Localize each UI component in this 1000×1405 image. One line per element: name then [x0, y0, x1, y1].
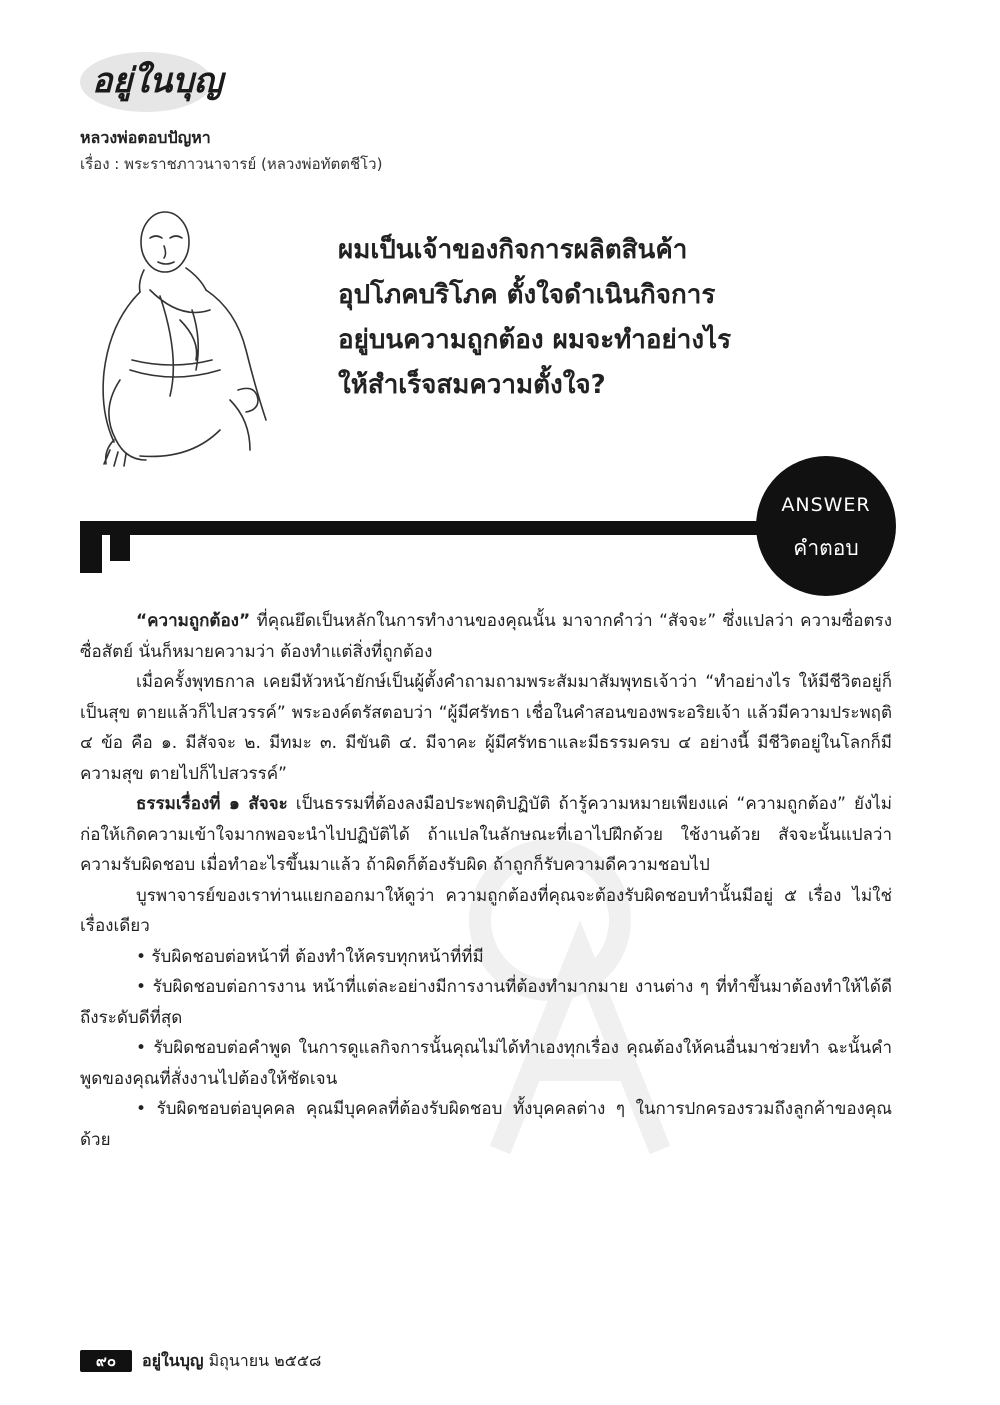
svg-text:อยู่ในบุญ: อยู่ในบุญ — [92, 61, 223, 101]
divider-bar — [80, 521, 840, 535]
footer-magazine-name: อยู่ในบุญ — [142, 1351, 204, 1370]
bullet-item: • รับผิดชอบต่อบุคคล คุณมีบุคคลที่ต้องรับผิดชอบ ทั้งบุคคลต่าง ๆ ในการปกครองรวมถึงลูกค้าของคุณด้วย — [80, 1099, 892, 1150]
answer-label-en: ANSWER — [781, 494, 871, 516]
paragraph: เมื่อครั้งพุทธกาล เคยมีหัวหน้ายักษ์เป็นผู้ตั้งคำถามถามพระสัมมาสัมพุทธเจ้าว่า “ทำอย่างไร ให้มีชีวิตอยู่ก็เป็นสุข ตายแล้วก็ไปสวรรค์” พระองค์ตรัสตอบว่า “ผู้มีศรัทธา เชื่อในคำสอนของพระอริยเจ้า แล้วมีความประพฤติ ๔ ข้อ คือ ๑. มีสัจจะ ๒. มีทมะ ๓. มีขันติ ๔. มีจาคะ ผู้มีศรัทธาและมีธรรมครบ ๔ อย่างนี้ มีชีวิตอยู่ในโลกก็มีความสุข ตายไปก็ไปสวรรค์” — [80, 672, 892, 784]
paragraph: ธรรมเรื่องที่ ๑ สัจจะ เป็นธรรมที่ต้องลงมือประพฤติปฏิบัติ ถ้ารู้ความหมายเพียงแค่ “ความถูกต้อง” ยังไม่ก่อให้เกิดความเข้าใจมากพอจะนำไปปฏิบัติได้ ถ้าแปลในลักษณะที่เอาไปฝึกด้วย ใช้งานด้วย สัจจะนั้นแปลว่า ความรับผิดชอบ เมื่อทำอะไรขึ้นมาแล้ว ถ้าผิดก็ต้องรับผิด ถ้าถูกก็รับความดีความชอบไป — [80, 794, 893, 875]
answer-body — [80, 606, 892, 1155]
emphasis: ธรรมเรื่องที่ ๑ สัจจะ — [136, 794, 288, 814]
question-line: ให้สำเร็จสมความตั้งใจ? — [338, 370, 606, 400]
bullet-item: • รับผิดชอบต่อหน้าที่ ต้องทำให้ครบทุกหน้าที่ที่มี — [136, 946, 484, 967]
question-line: อุปโภคบริโภค ตั้งใจดำเนินกิจการ — [338, 280, 716, 310]
column-kicker: หลวงพ่อตอบปัญหา — [80, 128, 211, 147]
question-line: อยู่บนความถูกต้อง ผมจะทำอย่างไร — [338, 325, 732, 355]
divider-tab — [80, 535, 102, 573]
byline: เรื่อง : พระราชภาวนาจารย์ (หลวงพ่อทัตตชีโว) — [80, 155, 383, 173]
paragraph: “ความถูกต้อง” ที่คุณยึดเป็นหลักในการทำงานของคุณนั้น มาจากคำว่า “สัจจะ” ซึ่งแปลว่า ความซื่อตรง ซื่อสัตย์ นั่นก็หมายความว่า ต้องทำแต่สิ่งที่ถูกต้อง — [80, 611, 892, 662]
page-number: ๙๐ — [80, 1350, 132, 1372]
emphasis: “ความถูกต้อง” — [136, 611, 251, 631]
footer-issue-date: มิถุนายน ๒๕๕๘ — [208, 1351, 322, 1370]
monk-illustration — [80, 200, 270, 480]
magazine-logo — [78, 42, 228, 114]
paragraph: บูรพาจารย์ของเราท่านแยกออกมาให้ดูว่า ความถูกต้องที่คุณจะต้องรับผิดชอบทำนั้นมีอยู่ ๕ เรื่อง ไม่ใช่เรื่องเดียว — [80, 885, 892, 936]
answer-label-th: คำตอบ — [793, 536, 859, 560]
divider-tab — [110, 535, 130, 561]
bullet-item: • รับผิดชอบต่อคำพูด ในการดูแลกิจการนั้นคุณไม่ได้ทำเองทุกเรื่อง คุณต้องให้คนอื่นมาช่วยทำ ฉะนั้นคำพูดของคุณที่สั่งงานไปต้องให้ชัดเจน — [80, 1038, 892, 1089]
bullet-item: • รับผิดชอบต่อการงาน หน้าที่แต่ละอย่างมีการงานที่ต้องทำมากมาย งานต่าง ๆ ที่ทำขึ้นมาต้องทำให้ได้ดีถึงระดับดีที่สุด — [80, 977, 892, 1028]
footer-issue — [142, 1350, 321, 1372]
reader-question — [338, 228, 898, 408]
answer-badge — [756, 456, 896, 596]
question-line: ผมเป็นเจ้าของกิจการผลิตสินค้า — [338, 235, 688, 265]
